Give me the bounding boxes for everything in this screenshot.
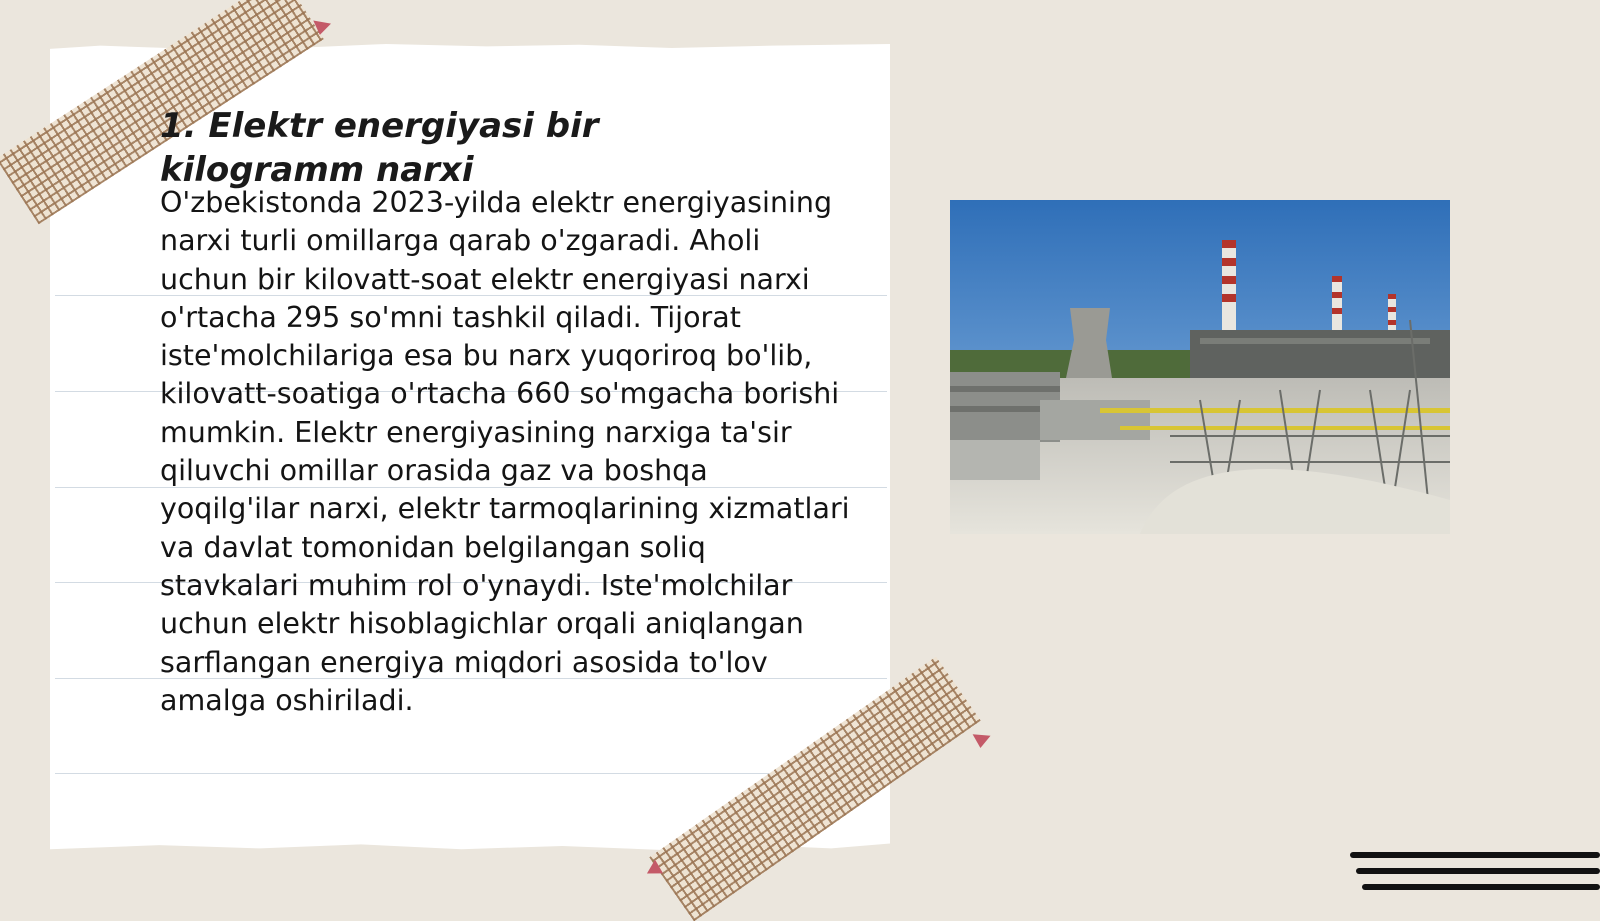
paper-rule-line (55, 773, 887, 774)
power-plant-illustration (950, 200, 1450, 534)
brush-stroke-decoration (1350, 852, 1600, 858)
tape-tip-decoration (971, 734, 990, 749)
brush-stroke-decoration (1362, 884, 1600, 890)
slide-body-text: O'zbekistonda 2023-yilda elektr energiyasining narxi turli omillarga qarab o'zgaradi. Aholi uchun bir kilovatt-soat elektr energiyasi narxi o'rtacha 295 so'mni tashkil qiladi. Tijorat iste'molchilariga esa bu narx yuqoriroq bo'lib, kilovatt-soatiga o'rtacha 660 so'mgacha borishi mumkin. Elektr energiyasining narxiga ta'sir qiluvchi omillar orasida gaz va boshqa yoqilg'ilar narxi, elektr tarmoqlarining xizmatlari va davlat tomonidan belgilangan soliq stavkalari muhim rol o'ynaydi. Iste'molchilar uchun elektr hisoblagichlar orqali aniqlangan sarflangan energiya miqdori asosida to'lov amalga oshiriladi. (160, 186, 850, 717)
slide-title: 1. Elektr energiyasi bir kilogramm narxi (160, 106, 599, 190)
brush-stroke-decoration (1356, 868, 1600, 874)
power-plant-photo (950, 200, 1450, 534)
